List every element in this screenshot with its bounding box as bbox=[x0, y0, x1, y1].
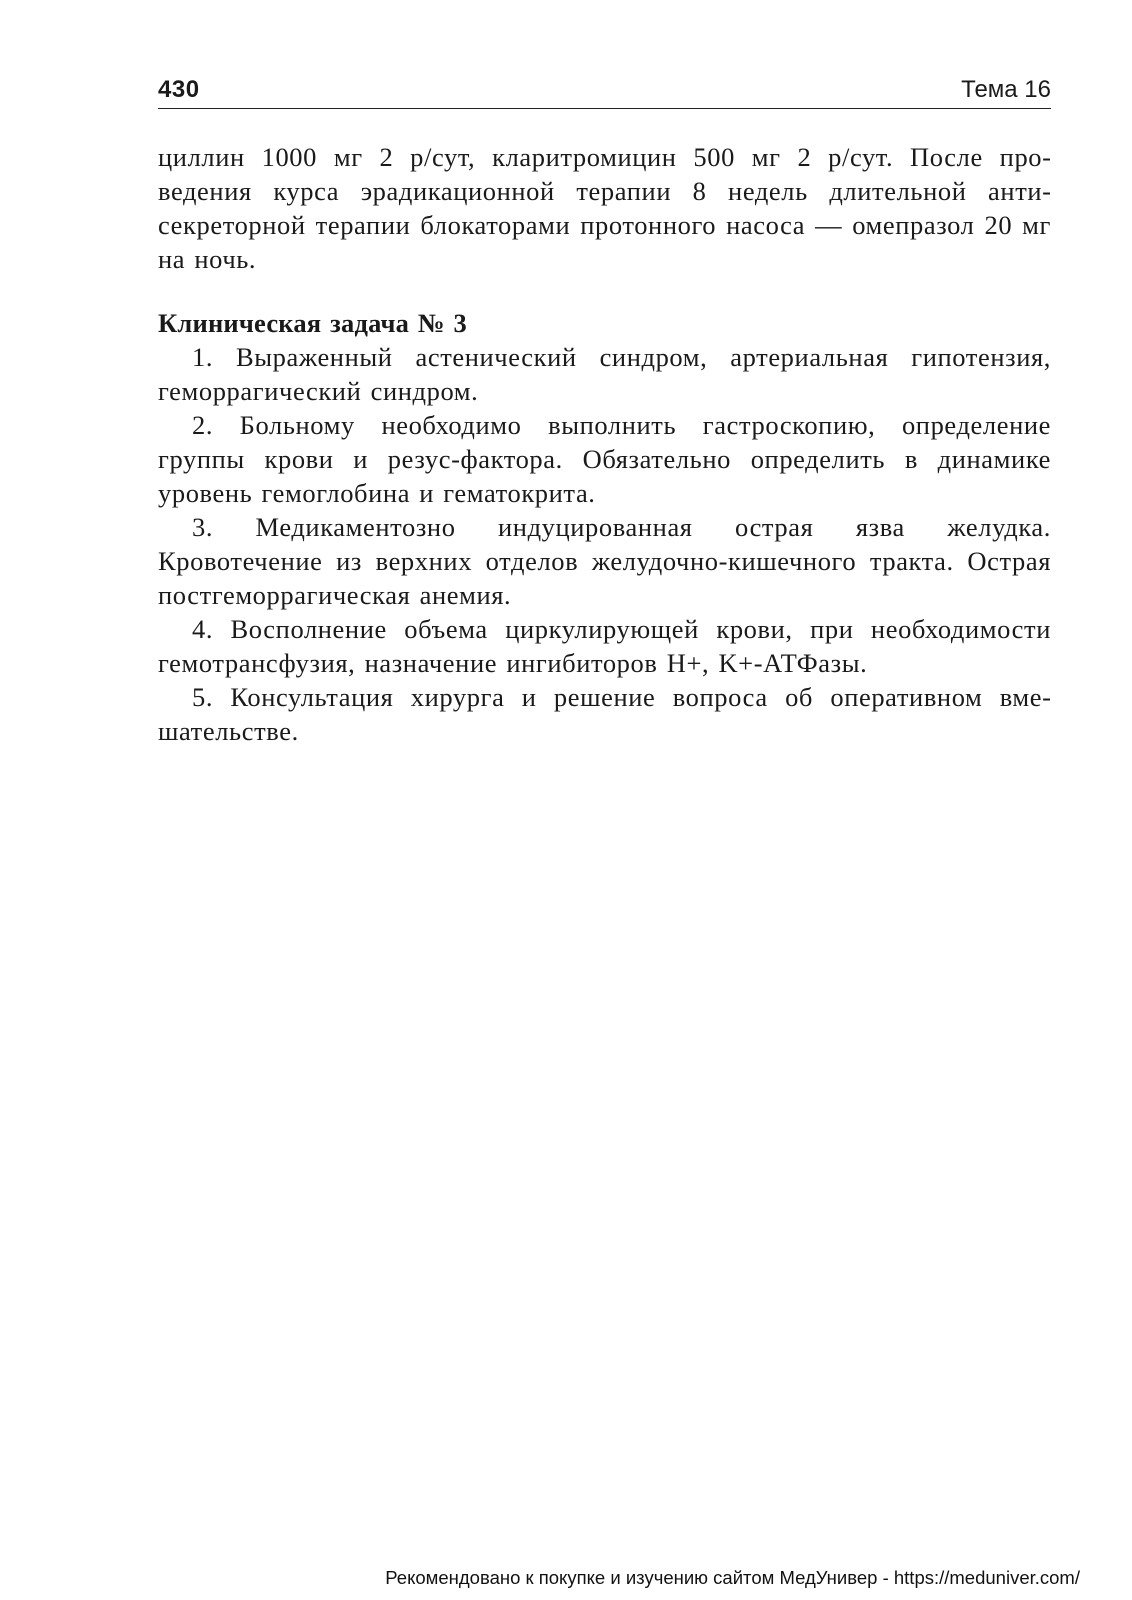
running-head: Тема 16 bbox=[961, 76, 1051, 103]
list-item: 1. Выраженный астенический синдром, артериальная гипотензия, геморрагический синдром. bbox=[158, 342, 1051, 406]
page-content bbox=[158, 140, 1051, 748]
intro-paragraph: циллин 1000 мг 2 р/сут, кларитромицин 500 мг 2 р/сут. После проведения курса эрадикационной терапии 8 недель длительной антисекреторной терапии блокаторами протонного насоса — омепразол 20 мг на ночь. bbox=[158, 142, 1051, 274]
footer-recommendation: Рекомендовано к покупке и изучению сайтом МедУнивер - https://meduniver.com/ bbox=[385, 1567, 1080, 1588]
section-title: Клиническая задача № 3 bbox=[158, 308, 467, 338]
list-item: 3. Медикаментозно индуцированная острая язва желудка. Кровотечение из верхних отделов желудочно-кишечного тракта. Острая постгеморрагическая анемия. bbox=[158, 512, 1051, 610]
list-item: 2. Больному необходимо выполнить гастроскопию, определение группы крови и резус-фактора. Обязательно определить в динамике уровень гемоглобина и гематокрита. bbox=[158, 410, 1051, 508]
list-item: 4. Восполнение объема циркулирующей крови, при необходимости гемотрансфузия, назначение ингибиторов H+, K+-АТФазы. bbox=[158, 614, 1051, 678]
list-item: 5. Консультация хирурга и решение вопроса об оперативном вмешательстве. bbox=[158, 682, 1051, 746]
header-divider bbox=[158, 108, 1051, 109]
page-header bbox=[158, 74, 1051, 110]
page-number: 430 bbox=[158, 76, 200, 103]
